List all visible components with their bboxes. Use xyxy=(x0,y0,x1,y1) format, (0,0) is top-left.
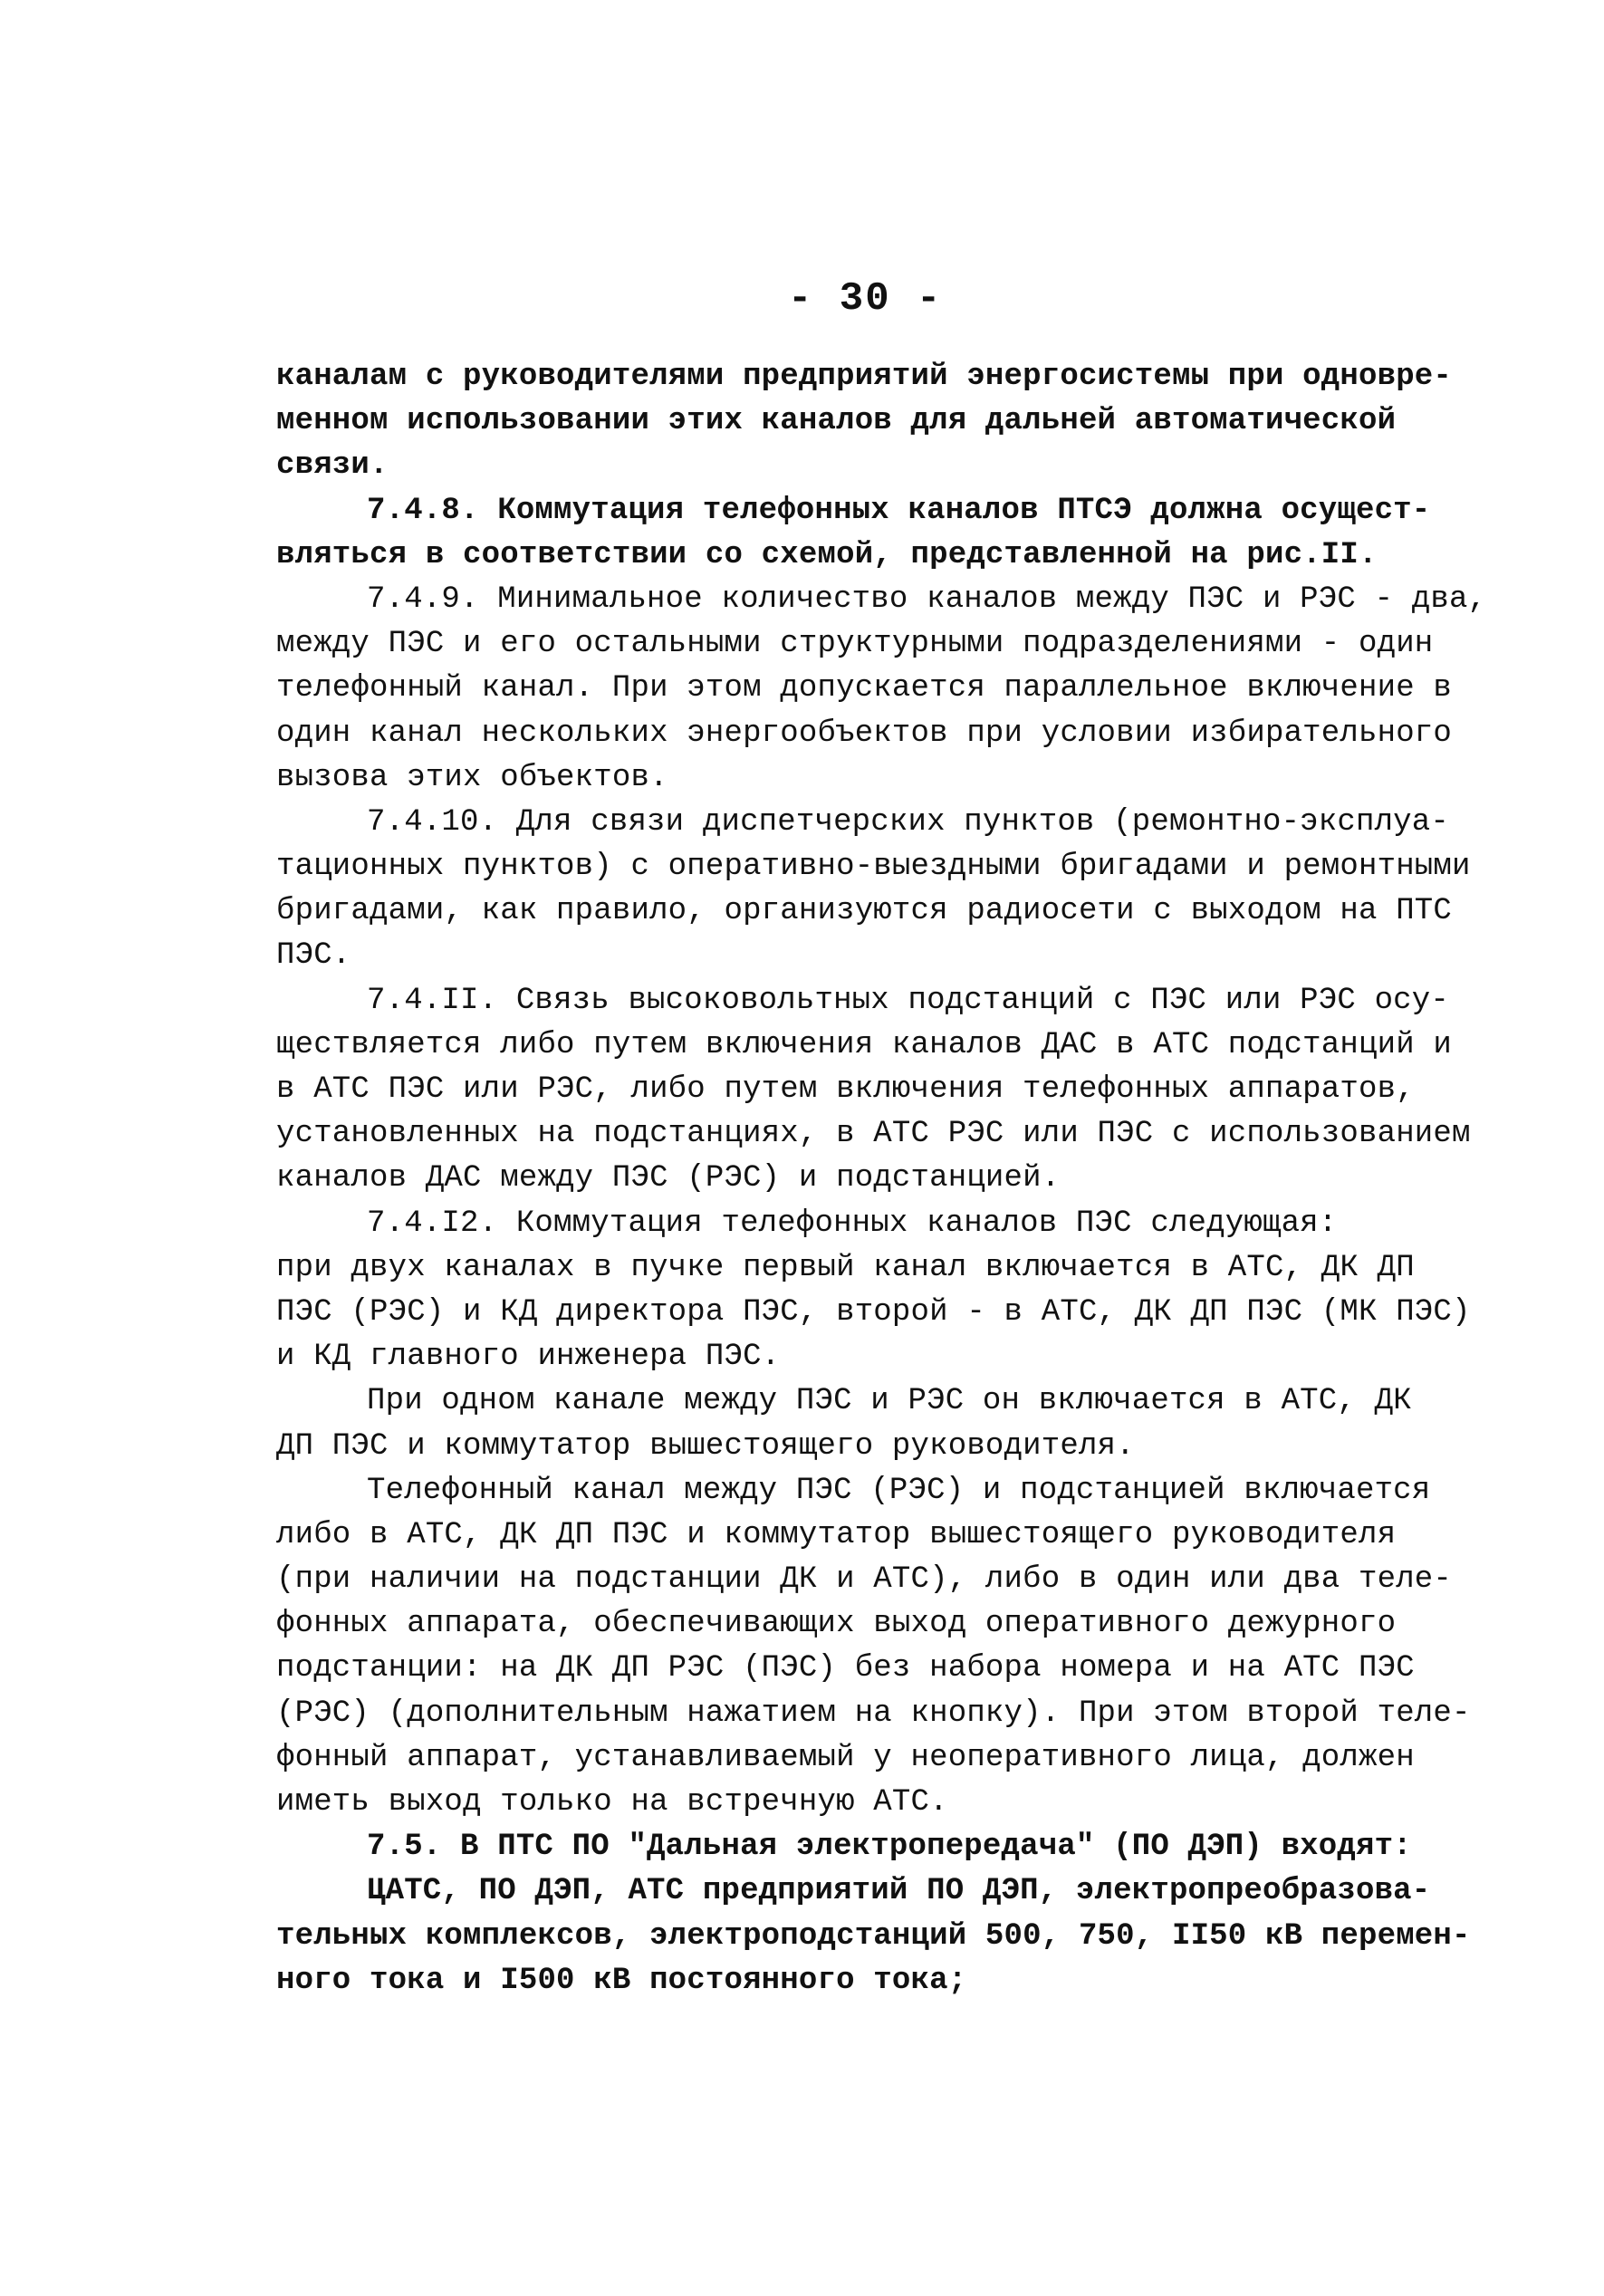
text-line: вызова этих объектов. xyxy=(276,760,668,795)
text-line: 7.4.9. Минимальное количество каналов между ПЭС и РЭС - два, xyxy=(367,581,1487,617)
text-line: (РЭС) (дополнительным нажатием на кнопку). При этом второй теле- xyxy=(276,1696,1471,1731)
text-line: в АТС ПЭС или РЭС, либо путем включения телефонных аппаратов, xyxy=(276,1072,1415,1107)
text-line: тельных комплексов, электроподстанций 500, 750, II50 кВ перемен- xyxy=(276,1918,1471,1954)
text-line: 7.4.I2. Коммутация телефонных каналов ПЭС следующая: xyxy=(367,1206,1338,1241)
text-line: каналам с руководителями предприятий энергосистемы при одновре- xyxy=(276,360,1453,394)
text-line: вляться в соответствии со схемой, представленной на рис.II. xyxy=(276,537,1378,572)
text-line: ДП ПЭС и коммутатор вышестоящего руководителя. xyxy=(276,1428,1135,1464)
text-line: ЦАТС, ПО ДЭП, АТС предприятий ПО ДЭП, электропреобразова- xyxy=(367,1874,1431,1909)
text-line: телефонный канал. При этом допускается параллельное включение в xyxy=(276,671,1453,706)
text-line: один канал нескольких энергообъектов при условии избирательного xyxy=(276,716,1453,751)
text-line: фонный аппарат, устанавливаемый у неоперативного лица, должен xyxy=(276,1740,1415,1775)
text-line: подстанции: на ДК ДП РЭС (ПЭС) без набора номера и на АТС ПЭС xyxy=(276,1651,1415,1686)
text-line: бригадами, как правило, организуются радиосети с выходом на ПТС xyxy=(276,894,1453,929)
text-line: фонных аппарата, обеспечивающих выход оперативного дежурного xyxy=(276,1607,1397,1642)
text-line: связи. xyxy=(276,448,389,484)
text-line: (при наличии на подстанции ДК и АТС), либо в один или два теле- xyxy=(276,1562,1453,1598)
text-line: Телефонный канал между ПЭС (РЭС) и подстанцией включается xyxy=(367,1473,1431,1508)
text-line: между ПЭС и его остальными структурными подразделениями - один xyxy=(276,627,1434,662)
text-line: 7.4.II. Связь высоковольтных подстанций с ПЭС или РЭС осу- xyxy=(367,983,1449,1018)
text-line: установленных на подстанциях, в АТС РЭС или ПЭС с использованием xyxy=(276,1117,1471,1152)
text-line: тационных пунктов) с оперативно-выездными бригадами и ремонтными xyxy=(276,850,1471,885)
text-line: каналов ДАС между ПЭС (РЭС) и подстанцией. xyxy=(276,1161,1061,1196)
text-line: 7.4.8. Коммутация телефонных каналов ПТСЭ должна осущест- xyxy=(367,493,1431,528)
text-line: ществляется либо путем включения каналов ДАС в АТС подстанций и xyxy=(276,1027,1453,1062)
text-line: ного тока и I500 кВ постоянного тока; xyxy=(276,1963,967,1998)
text-line: менном использовании этих каналов для дальней автоматической xyxy=(276,404,1397,439)
body-text xyxy=(276,355,1487,2003)
text-line: При одном канале между ПЭС и РЭС он включается в АТС, ДК xyxy=(367,1384,1412,1419)
text-line: иметь выход только на встречную АТС. xyxy=(276,1785,948,1820)
text-line: 7.5. В ПТС ПО "Дальная электропередача" (ПО ДЭП) входят: xyxy=(367,1830,1412,1865)
text-line: 7.4.10. Для связи диспетчерских пунктов (ремонтно-эксплуа- xyxy=(367,804,1449,840)
text-line: при двух каналах в пучке первый канал включается в АТС, ДК ДП xyxy=(276,1250,1415,1285)
text-line: и КД главного инженера ПЭС. xyxy=(276,1340,781,1375)
page-number: - 30 - xyxy=(788,276,943,322)
text-line: либо в АТС, ДК ДП ПЭС и коммутатор вышестоящего руководителя xyxy=(276,1517,1397,1552)
text-line: ПЭС. xyxy=(276,938,351,974)
text-line: ПЭС (РЭС) и КД директора ПЭС, второй - в АТС, ДК ДП ПЭС (МК ПЭС) xyxy=(276,1294,1471,1330)
